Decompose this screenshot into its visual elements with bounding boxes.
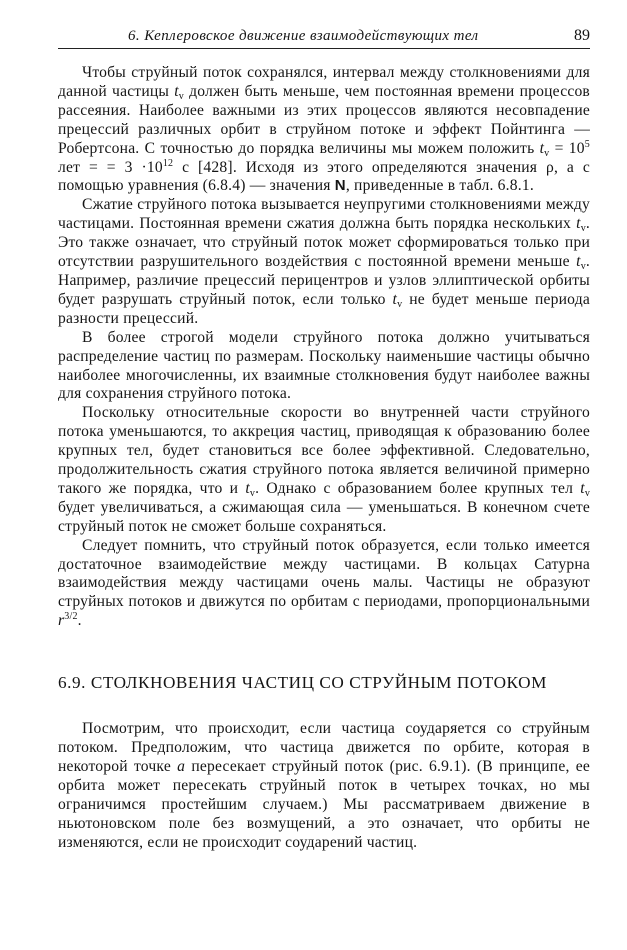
running-title: 6. Кеплеровское движение взаимодействующих тел bbox=[128, 28, 479, 44]
page-number: 89 bbox=[574, 27, 590, 44]
paragraph-1: Чтобы струйный поток сохранялся, интервал между столкновениями для данной частицы $t_v$ должен быть меньше, чем постоянная времени процессов рассеяния. Наиболее важными из этих процессов являются несовпадение прецессий различных орбит в струйном потоке и эффект Пойнтинга — Робертсона. С точностью до порядка величины мы можем положить $t_v = 10^5$ лет = = $3 \cdot 10^{12}$ с [428]. Исходя из этого определяются значения ρ, а с помощью уравнения (6.8.4) — значения N, приведенные в табл. 6.8.1. bbox=[58, 64, 590, 195]
paragraph-3: В более строгой модели струйного потока должно учитываться распределение частиц по размерам. Поскольку наименьшие частицы обычно наиболее многочисленны, их взаимные столкновения будут наиболее важны для сохранения струйного потока. bbox=[58, 328, 590, 403]
page-body bbox=[58, 64, 590, 853]
paragraph-6: Посмотрим, что происходит, если частица соударяется со струйным потоком. Предположим, что частица движется по орбите, которая в некоторой точке a пересекает струйный поток (рис. 6.9.1). (В принципе, ее орбита может пересекать струйный поток в четырех точках, но мы ограничимся простейшим случаем.) Мы рассматриваем движение в ньютоновском поле без возмущений, а это означает, что орбиты не изменяются, если не происходит соударений частиц. bbox=[58, 720, 591, 851]
paragraph-5: Следует помнить, что струйный поток образуется, если только имеется достаточное взаимодействие между частицами. В кольцах Сатурна взаимодействия между частицами очень малы. Частицы не образуют струйных потоков и движутся по орбитам с периодами, пропорциональными $r^{3/2}$. bbox=[58, 536, 590, 630]
paragraph-4: Поскольку относительные скорости во внутренней части струйного потока уменьшаются, то аккреция частиц, приводящая к образованию более крупных тел, будет становиться все более эффективной. Следовательно, продолжительность сжатия струйного потока является величиной примерно такого же порядка, что и $t_v$. Однако с образованием более крупных тел $t_v$ будет увеличиваться, а сжимающая сила — уменьшаться. В конечном счете струйный поток не сможет больше сохраняться. bbox=[58, 404, 591, 535]
running-head bbox=[58, 24, 590, 49]
paragraph-2: Сжатие струйного потока вызывается неупругими столкновениями между частицами. Постоянная времени сжатия должна быть порядка нескольких $t_v$. Это также означает, что струйный поток может сформироваться только при отсутствии разрушительного воздействия с постоянной времени меньше $t_v$. Например, различие прецессий перицентров и узлов эллиптической орбиты будет разрушать струйный поток, если только $t_v$ не будет меньше периода разности прецессий. bbox=[58, 196, 590, 327]
section-heading: 6.9. СТОЛКНОВЕНИЯ ЧАСТИЦ СО СТРУЙНЫМ ПОТОКОМ bbox=[58, 673, 547, 693]
